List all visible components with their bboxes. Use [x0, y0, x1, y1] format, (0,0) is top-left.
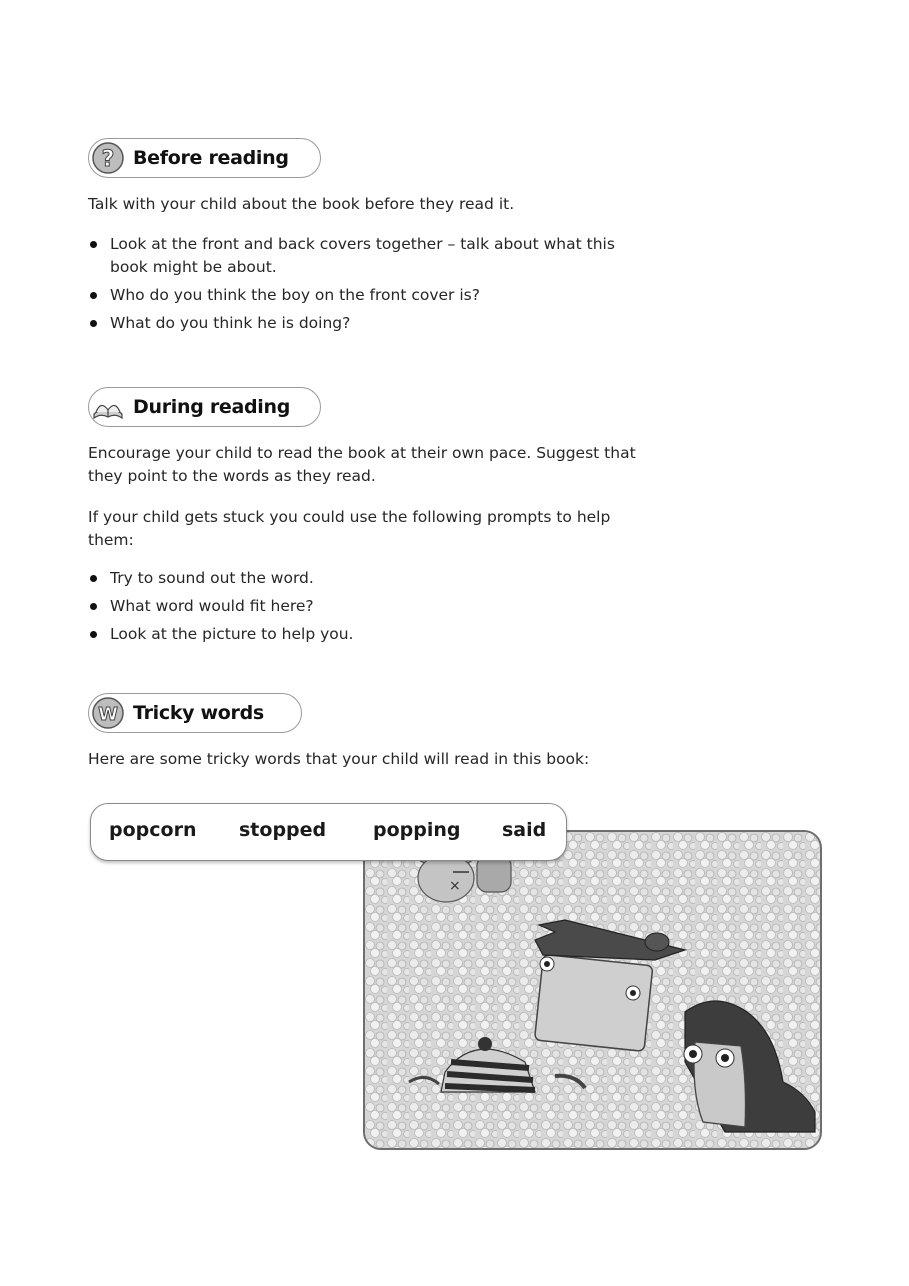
svg-text:?: ? [101, 147, 115, 172]
tricky-words-intro: Here are some tricky words that your child will read in this book: [88, 750, 590, 768]
letter-w-icon [91, 696, 125, 730]
tricky-word: said [502, 819, 547, 841]
popcorn-illustration [363, 830, 822, 1150]
during-reading-list [88, 567, 648, 651]
during-reading-para-1: Encourage your child to read the book at their own pace. Suggest that they point to the words as they read. [88, 444, 636, 485]
before-reading-header [88, 138, 321, 178]
list-item: Look at the front and back covers together – talk about what this book might be about. [88, 233, 648, 279]
during-reading-para-2: If your child gets stuck you could use the following prompts to help them: [88, 508, 611, 549]
during-reading-title: During reading [133, 396, 291, 418]
tricky-word: stopped [239, 819, 327, 841]
list-item: Look at the picture to help you. [88, 623, 648, 646]
tricky-words-box [90, 803, 567, 861]
popcorn-scene-image [365, 832, 820, 1148]
tricky-word: popping [373, 819, 461, 841]
before-reading-title: Before reading [133, 147, 289, 169]
tricky-words-title: Tricky words [133, 702, 264, 724]
before-reading-intro: Talk with your child about the book before they read it. [88, 195, 515, 213]
before-reading-list [88, 233, 648, 340]
open-book-icon [91, 390, 125, 424]
list-item: What word would fit here? [88, 595, 648, 618]
tricky-words-header [88, 693, 302, 733]
tricky-word: popcorn [109, 819, 197, 841]
svg-text:W: W [98, 704, 118, 725]
list-item: Who do you think the boy on the front cover is? [88, 284, 648, 307]
svg-text:×: × [449, 878, 461, 894]
during-reading-header [88, 387, 321, 427]
list-item: Try to sound out the word. [88, 567, 648, 590]
list-item: What do you think he is doing? [88, 312, 648, 335]
question-mark-icon [91, 141, 125, 175]
